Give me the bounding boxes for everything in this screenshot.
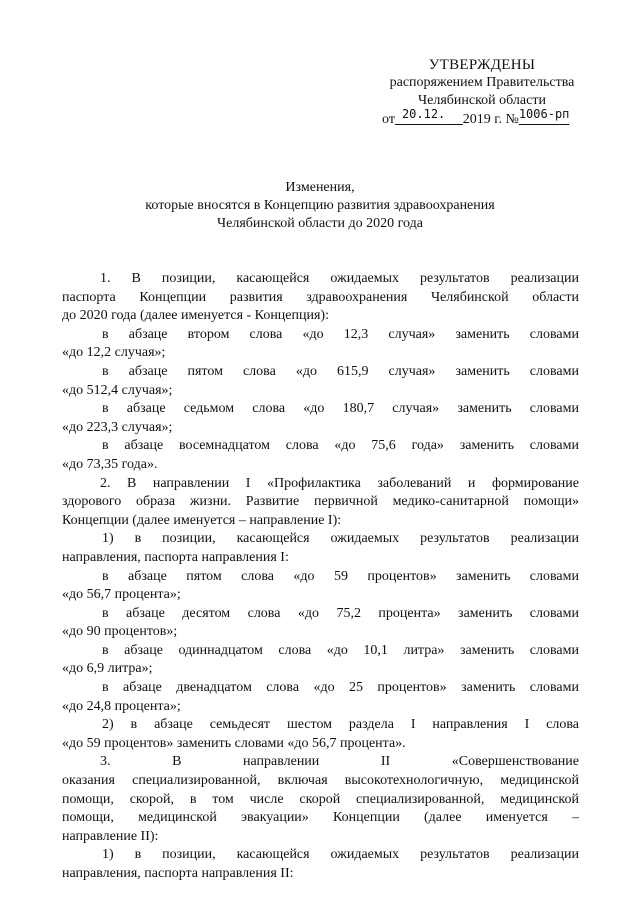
body-line: «до 6,9 литра»; bbox=[62, 661, 153, 677]
number-value: 1006-рп bbox=[518, 107, 570, 121]
body-line: 1. В позиции, касающейся ожидаемых результатов реализации bbox=[100, 271, 579, 286]
approval-stamp bbox=[362, 56, 602, 129]
body-line: в абзаце пятом слова «до 615,9 случая» заменить словами bbox=[102, 363, 579, 379]
body-line: до 2020 года (далее именуется - Концепция): bbox=[62, 308, 329, 324]
approval-heading: УТВЕРЖДЕНЫ bbox=[428, 57, 536, 73]
title-line-1: Изменения, bbox=[285, 180, 355, 195]
approval-line-1: распоряжением Правительства bbox=[389, 75, 575, 90]
body-line: в абзаце восемнадцатом слова «до 75,6 года» заменить словами bbox=[102, 438, 579, 454]
body-line: направления, паспорта направления I: bbox=[62, 549, 289, 565]
body-line: паспорта Концепции развития здравоохранения Челябинской области bbox=[62, 289, 579, 305]
number-blank bbox=[518, 107, 570, 127]
body-line: помощи, скорой, в том числе скорой специализированной, медицинской bbox=[62, 791, 579, 807]
body-line: «до 512,4 случая»; bbox=[62, 382, 173, 398]
body-line: 3. В направлении II «Совершенствование bbox=[100, 754, 579, 770]
body-line: здорового образа жизни. Развитие первичной медико-санитарной помощи» bbox=[62, 494, 579, 510]
body-line: «до 73,35 года». bbox=[62, 456, 158, 472]
body-line: в абзаце десятом слова «до 75,2 процента» заменить словами bbox=[102, 605, 579, 621]
body-line: в абзаце седьмом слова «до 180,7 случая» заменить словами bbox=[102, 401, 579, 417]
body-line: направление II): bbox=[62, 828, 159, 844]
approval-date-row bbox=[382, 107, 602, 129]
document-body bbox=[62, 270, 579, 884]
date-prefix: от bbox=[382, 112, 395, 127]
body-line: в абзаце пятом слова «до 59 процентов» заменить словами bbox=[102, 568, 579, 584]
body-line: в абзаце одиннадцатом слова «до 10,1 литра» заменить словами bbox=[102, 642, 579, 658]
body-line: «до 56,7 процента»; bbox=[62, 587, 181, 603]
body-line: «до 90 процентов»; bbox=[62, 624, 178, 640]
body-line: оказания специализированной, включая высокотехнологичную, медицинской bbox=[62, 773, 579, 789]
body-line: «до 59 процентов» заменить словами «до 56,7 процента». bbox=[62, 735, 406, 751]
body-line: в абзаце двенадцатом слова «до 25 процентов» заменить словами bbox=[102, 680, 579, 696]
body-line: «до 223,3 случая»; bbox=[62, 419, 173, 435]
title-line-2: которые вносятся в Концепцию развития здравоохранения bbox=[145, 198, 495, 213]
body-line: в абзаце втором слова «до 12,3 случая» заменить словами bbox=[102, 326, 579, 342]
body-line: 1) в позиции, касающейся ожидаемых результатов реализации bbox=[102, 847, 579, 863]
date-blank bbox=[395, 107, 463, 127]
document-title bbox=[100, 179, 540, 233]
body-line: «до 12,2 случая»; bbox=[62, 345, 166, 361]
title-line-3: Челябинской области до 2020 года bbox=[217, 216, 423, 231]
body-line: 2) в абзаце семьдесят шестом раздела I направления I слова bbox=[102, 717, 579, 733]
approval-line-2: Челябинской области bbox=[418, 93, 546, 108]
date-suffix: 2019 г. № bbox=[462, 112, 519, 127]
body-line: «до 24,8 процента»; bbox=[62, 698, 181, 714]
date-value: 20.12. bbox=[401, 107, 446, 121]
body-line: 2. В направлении I «Профилактика заболеваний и формирование bbox=[100, 475, 579, 491]
body-line: помощи, медицинской эвакуации» Концепции (далее именуется – bbox=[62, 810, 579, 826]
body-line: 1) в позиции, касающейся ожидаемых результатов реализации bbox=[102, 531, 579, 547]
body-line: Концепции (далее именуется – направление I): bbox=[62, 512, 342, 528]
body-line: направления, паспорта направления II: bbox=[62, 866, 294, 881]
